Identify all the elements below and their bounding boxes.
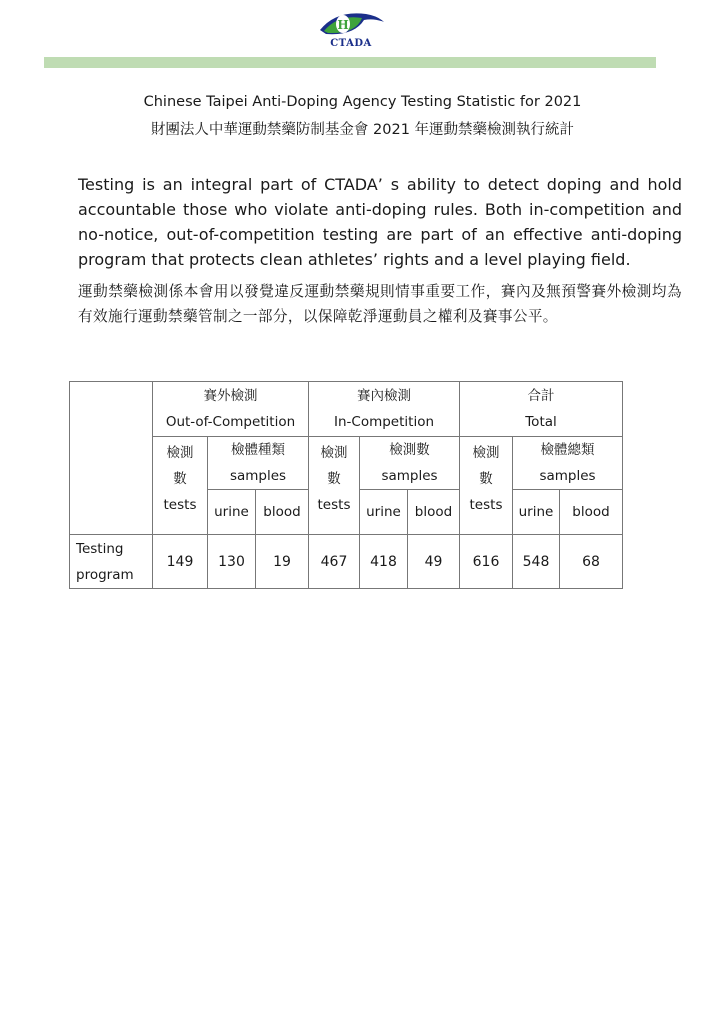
- total-tests-value: 616: [460, 535, 513, 589]
- row-label-line: program: [76, 566, 134, 583]
- group-en: In-Competition: [333, 414, 435, 430]
- svg-text:H: H: [337, 18, 349, 32]
- testing-statistics-table: [69, 381, 623, 589]
- samples-zh: 檢體種類: [231, 442, 285, 458]
- tests-zh: 檢測: [166, 445, 194, 461]
- tests-zh: 數: [173, 471, 187, 487]
- table-row: [70, 535, 623, 589]
- tests-header: [309, 437, 360, 535]
- oc-tests-value: 149: [153, 535, 208, 589]
- samples-en: samples: [229, 468, 287, 484]
- row-label-line: Testing: [76, 540, 124, 557]
- tests-zh: 檢測: [320, 445, 348, 461]
- group-zh: 賽內檢測: [357, 388, 411, 404]
- samples-header: [208, 437, 309, 490]
- tests-header: [153, 437, 208, 535]
- tests-zh: 數: [327, 471, 341, 487]
- tests-header: [460, 437, 513, 535]
- eye-logo-icon: [316, 8, 386, 40]
- intro-paragraph-english: Testing is an integral part of CTADA’ s ability to detect doping and hold accountable those who violate anti-doping rules. Both in-competition and no-notice, out-of-competition testing are part of an effective anti-doping program that protects clean athletes’ rights and a level playing field.: [78, 175, 682, 269]
- tests-en: tests: [469, 497, 503, 513]
- samples-header: [513, 437, 623, 490]
- tests-zh: 檢測: [472, 445, 500, 461]
- blood-header: blood: [256, 490, 309, 535]
- group-en: Total: [525, 414, 557, 430]
- oc-blood-value: 19: [256, 535, 309, 589]
- intro-paragraph-chinese: 運動禁藥檢測係本會用以發覺違反運動禁藥規則情事重要工作，賽內及無預警賽外檢測均為有效施行運動禁藥管制之一部分，以保障乾淨運動員之權利及賽事公平。: [78, 283, 682, 325]
- samples-en: samples: [381, 468, 438, 484]
- group-en: Out-of-Competition: [165, 414, 296, 430]
- ic-tests-value: 467: [309, 535, 360, 589]
- tests-en: tests: [317, 497, 351, 513]
- total-urine-value: 548: [513, 535, 560, 589]
- samples-header: [360, 437, 460, 490]
- group-header-in-competition: [309, 382, 460, 437]
- tests-en: tests: [163, 497, 197, 513]
- oc-urine-value: 130: [208, 535, 256, 589]
- ic-blood-value: 49: [408, 535, 460, 589]
- urine-header: urine: [360, 490, 408, 535]
- urine-header: urine: [208, 490, 256, 535]
- corner-cell: [70, 382, 153, 535]
- row-label: [70, 535, 153, 589]
- group-zh: 合計: [527, 388, 555, 404]
- total-blood-value: 68: [560, 535, 623, 589]
- title-chinese: 財團法人中華運動禁藥防制基金會 2021 年運動禁藥檢測執行統計: [150, 122, 575, 138]
- group-header-out-of-competition: [153, 382, 309, 437]
- samples-en: samples: [539, 468, 596, 484]
- header-divider-bar: [44, 57, 656, 68]
- ctada-logo: [316, 8, 386, 60]
- group-zh: 賽外檢測: [203, 388, 258, 404]
- group-header-total: [460, 382, 623, 437]
- blood-header: blood: [408, 490, 460, 535]
- title-english: Chinese Taipei Anti-Doping Agency Testing Statistic for 2021: [143, 94, 582, 110]
- samples-zh: 檢體總類: [540, 442, 595, 458]
- tests-zh: 數: [479, 471, 493, 487]
- samples-zh: 檢測數: [389, 442, 430, 458]
- ic-urine-value: 418: [360, 535, 408, 589]
- logo-wordmark: CTADA: [330, 38, 372, 49]
- urine-header: urine: [513, 490, 560, 535]
- blood-header: blood: [560, 490, 623, 535]
